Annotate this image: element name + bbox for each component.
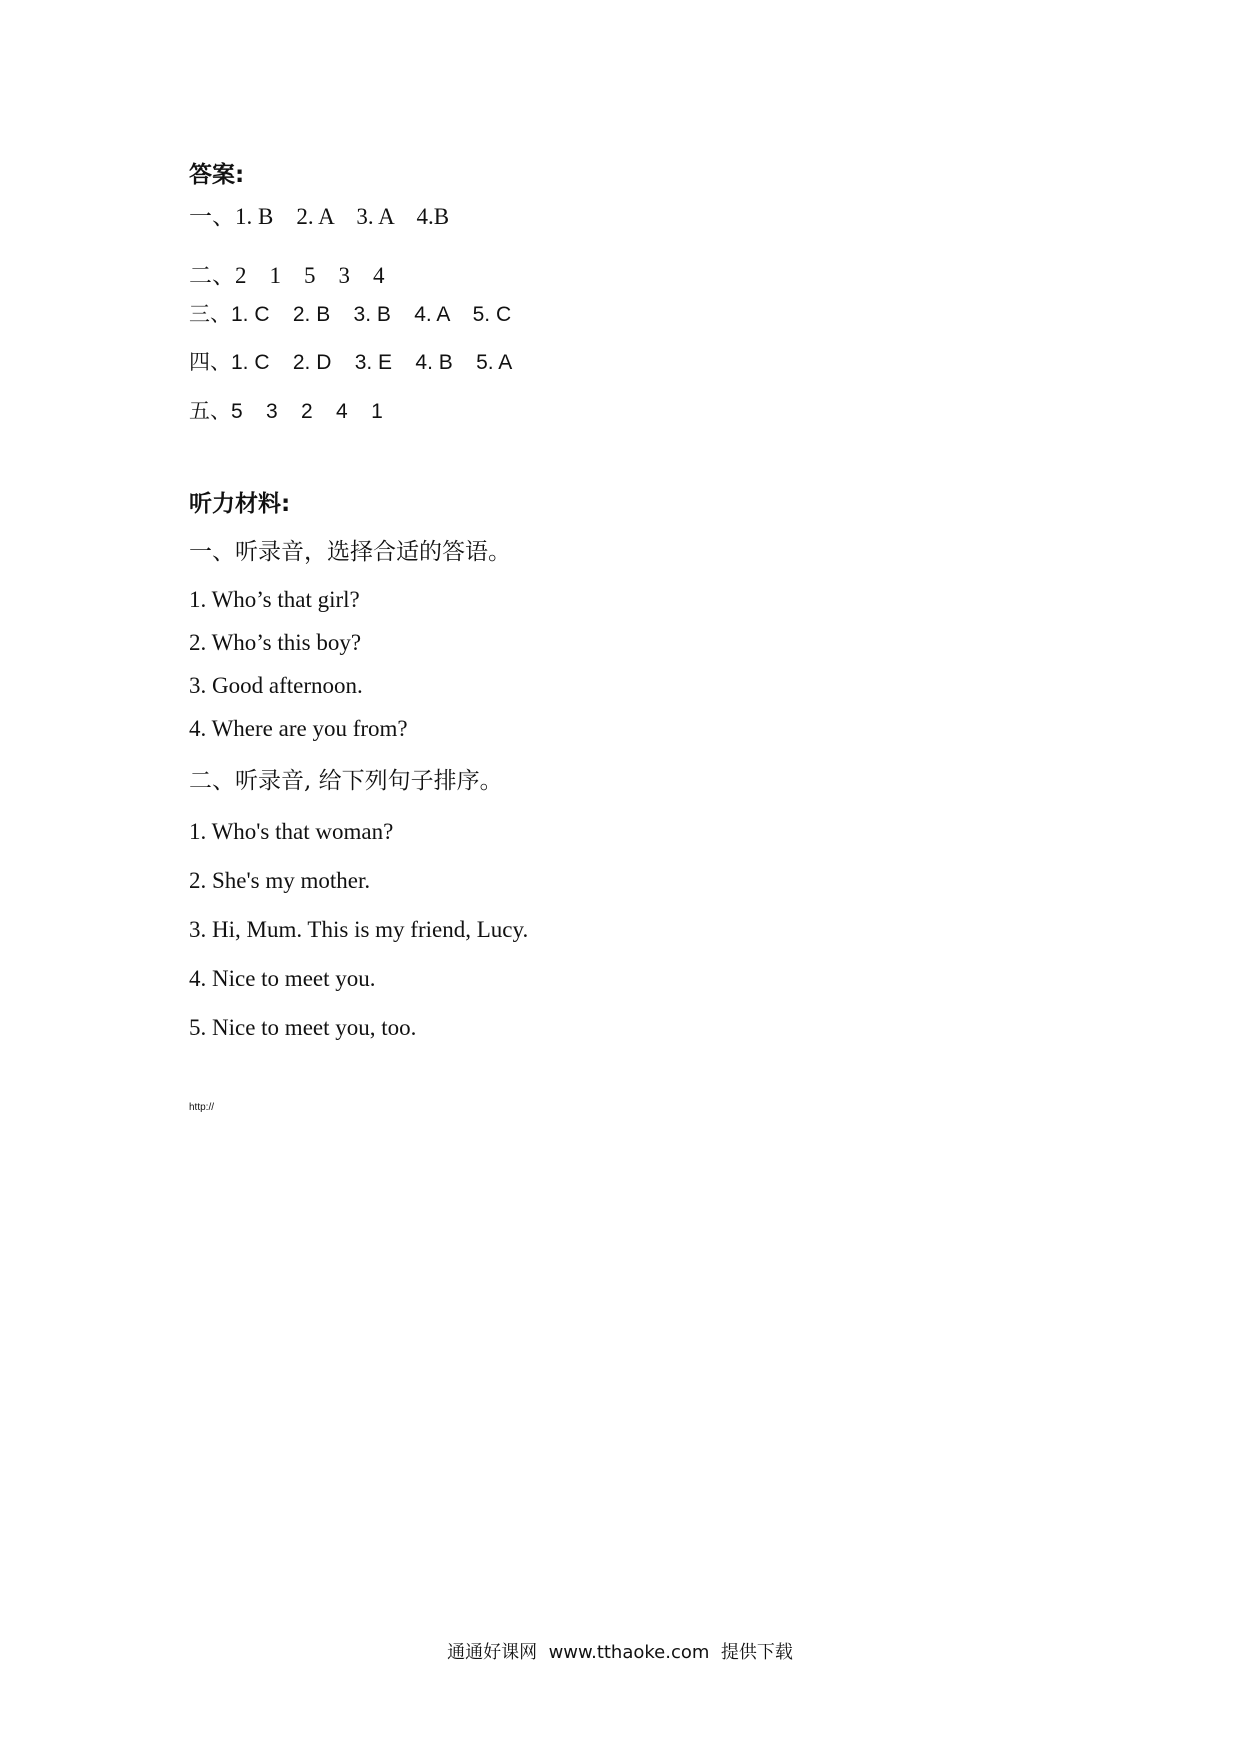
listening-section1-heading: 一、听录音，选择合适的答语。 — [189, 539, 511, 565]
section2-item-2: 2. She's my mother. — [189, 868, 371, 893]
section1-item-4: 4. Where are you from? — [189, 716, 408, 741]
answer-line-3: 三、1. C 2. B 3. B 4. A 5. C — [189, 303, 512, 326]
answer-line-2: 二、2 1 5 3 4 — [189, 263, 385, 288]
answer-line-5: 五、5 3 2 4 1 — [189, 400, 383, 423]
section2-item-5: 5. Nice to meet you, too. — [189, 1015, 417, 1040]
answers-title: 答案: — [189, 162, 245, 188]
answer-line-4: 四、1. C 2. D 3. E 4. B 5. A — [189, 351, 513, 374]
section1-item-3: 3. Good afternoon. — [189, 673, 363, 698]
section1-item-1: 1. Who’s that girl? — [189, 587, 360, 612]
section1-item-2: 2. Who’s this boy? — [189, 630, 362, 655]
listening-section2-heading: 二、听录音, 给下列句子排序。 — [189, 768, 503, 794]
listening-title: 听力材料: — [189, 491, 291, 517]
footer-text: 通通好课网 www.tthaoke.com 提供下载 — [447, 1642, 793, 1663]
url-text: http:// — [189, 1102, 215, 1113]
answer-line-1: 一、1. B 2. A 3. A 4.B — [189, 204, 450, 229]
section2-item-3: 3. Hi, Mum. This is my friend, Lucy. — [189, 917, 529, 942]
section2-item-4: 4. Nice to meet you. — [189, 966, 376, 991]
section2-item-1: 1. Who's that woman? — [189, 819, 394, 844]
